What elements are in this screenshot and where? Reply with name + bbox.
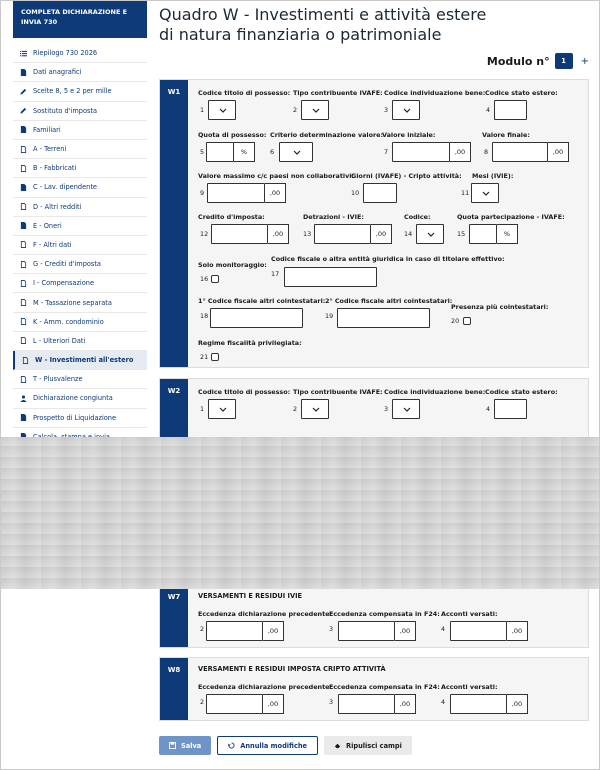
section-tag-w7: W7 bbox=[160, 585, 188, 647]
page-title bbox=[159, 5, 589, 45]
sidebar-item-label: E - Oneri bbox=[33, 221, 62, 230]
sidebar-item[interactable] bbox=[13, 293, 147, 312]
decimal-suffix: ,00 bbox=[263, 621, 284, 641]
field-number: 21 bbox=[200, 353, 209, 361]
label-credito: Credito d'imposta: bbox=[198, 213, 265, 221]
label-tipo-contribuente: Tipo contribuente IVAFE: bbox=[293, 388, 383, 396]
undo-icon bbox=[228, 742, 235, 749]
chevron-down-icon bbox=[219, 407, 227, 413]
sidebar-item[interactable] bbox=[13, 409, 147, 428]
field-number: 12 bbox=[200, 230, 209, 238]
decimal-suffix: ,00 bbox=[395, 621, 416, 641]
field-number: 9 bbox=[200, 189, 205, 197]
label-codice-individuazione: Codice individuazione bene: bbox=[384, 89, 486, 97]
chevron-down-icon bbox=[482, 191, 490, 197]
sidebar-item[interactable] bbox=[13, 332, 147, 351]
sidebar-item[interactable] bbox=[13, 159, 147, 178]
sidebar-item-label: Dati anagrafici bbox=[33, 68, 82, 77]
field-number: 10 bbox=[351, 189, 360, 197]
label-codice-stato: Codice stato estero: bbox=[485, 89, 558, 97]
cf-cointestatario-1-input[interactable] bbox=[210, 308, 303, 328]
sidebar-item[interactable] bbox=[13, 351, 147, 370]
pencil-icon bbox=[19, 87, 27, 95]
label-cf-altra-entita: Codice fiscale o altra entità giuridica in caso di titolare effettivo: bbox=[271, 255, 505, 263]
label-regime-fiscalita: Regime fiscalità privilegiata: bbox=[198, 339, 302, 347]
codice-individuazione-select[interactable] bbox=[392, 100, 420, 120]
sidebar-item-label: I - Compensazione bbox=[33, 279, 95, 288]
field-number: 20 bbox=[451, 317, 460, 325]
section-title-w8: VERSAMENTI E RESIDUI IMPOSTA CRIPTO ATTIVITÀ bbox=[198, 665, 386, 673]
field-number: 3 bbox=[384, 106, 389, 114]
save-button-label: Salva bbox=[181, 741, 202, 750]
compensata-input[interactable] bbox=[338, 621, 395, 641]
label-quota-possesso: Quota di possesso: bbox=[198, 131, 267, 139]
document-icon bbox=[19, 68, 27, 76]
sidebar-item[interactable] bbox=[13, 389, 147, 408]
document-outline-icon bbox=[19, 145, 27, 153]
sidebar-item[interactable] bbox=[13, 217, 147, 236]
decimal-suffix: ,00 bbox=[507, 694, 528, 714]
chevron-down-icon bbox=[403, 407, 411, 413]
quota-partecipazione-input[interactable] bbox=[469, 224, 497, 244]
field-number: 6 bbox=[270, 148, 275, 156]
label-tipo-contribuente: Tipo contribuente IVAFE: bbox=[293, 89, 383, 97]
label-mesi: Mesi (IVIE): bbox=[472, 172, 514, 180]
label-valore-finale: Valore finale: bbox=[482, 131, 530, 139]
document-outline-icon bbox=[19, 299, 27, 307]
codice-select[interactable] bbox=[416, 224, 444, 244]
valore-iniziale-input[interactable] bbox=[392, 142, 450, 162]
criterio-select[interactable] bbox=[279, 142, 313, 162]
redacted-overlay bbox=[1, 437, 600, 589]
eraser-icon bbox=[334, 742, 341, 749]
sidebar-item-label: G - Crediti d'imposta bbox=[33, 260, 101, 269]
sidebar-item[interactable] bbox=[13, 102, 147, 121]
detrazioni-input[interactable] bbox=[314, 224, 371, 244]
sidebar-item[interactable] bbox=[13, 274, 147, 293]
clear-button[interactable] bbox=[324, 736, 412, 755]
acconti-input[interactable] bbox=[450, 621, 507, 641]
sidebar-item-label: Riepilogo 730 2026 bbox=[33, 49, 98, 58]
label-codice-stato: Codice stato estero: bbox=[485, 388, 558, 396]
label-cf-cointestatario-1: 1° Codice fiscale altri cointestatari: bbox=[198, 297, 326, 305]
credito-input[interactable] bbox=[211, 224, 268, 244]
field-number: 16 bbox=[200, 275, 209, 283]
sidebar-item-label: Scelte 8, 5 e 2 per mille bbox=[33, 87, 112, 96]
field-number: 3 bbox=[384, 405, 389, 413]
sidebar-item-label: B - Fabbricati bbox=[33, 164, 77, 173]
sidebar-list bbox=[13, 44, 147, 447]
eccedenza-input[interactable] bbox=[206, 621, 263, 641]
label-eccedenza: Eccedenza dichiarazione precedente: bbox=[198, 683, 333, 691]
document-outline-icon bbox=[19, 375, 27, 383]
document-icon bbox=[19, 222, 27, 230]
decimal-suffix: ,00 bbox=[263, 694, 284, 714]
decimal-suffix: ,00 bbox=[548, 142, 569, 162]
eccedenza-input[interactable] bbox=[206, 694, 263, 714]
section-w8 bbox=[159, 657, 589, 721]
section-w7 bbox=[159, 584, 589, 648]
label-presenza-cointestatari: Presenza più cointestatari: bbox=[451, 303, 549, 311]
field-number: 18 bbox=[200, 312, 209, 320]
label-quota-partecipazione: Quota partecipazione - IVAFE: bbox=[457, 213, 565, 221]
chevron-down-icon bbox=[312, 407, 320, 413]
sidebar-item-label: F - Altri dati bbox=[33, 240, 72, 249]
percent-suffix: % bbox=[234, 142, 255, 162]
section-tag-w8: W8 bbox=[160, 658, 188, 720]
label-codice: Codice: bbox=[404, 213, 431, 221]
field-number: 19 bbox=[325, 312, 334, 320]
undo-button[interactable] bbox=[217, 736, 318, 755]
save-button[interactable] bbox=[159, 736, 211, 755]
clear-button-label: Ripulisci campi bbox=[346, 741, 402, 750]
cf-altra-entita-input[interactable] bbox=[284, 267, 377, 287]
sidebar-item-label: W - Investimenti all'estero bbox=[35, 356, 134, 365]
solo-monitoraggio-checkbox[interactable] bbox=[211, 275, 219, 283]
sidebar-item-label: C - Lav. dipendente bbox=[33, 183, 97, 192]
field-number: 2 bbox=[200, 698, 205, 706]
sidebar-item-label: K - Amm. condominio bbox=[33, 317, 104, 326]
section-w1 bbox=[159, 79, 589, 368]
label-codice-individuazione: Codice individuazione bene: bbox=[384, 388, 486, 396]
sidebar-item-label: Prospetto di Liquidazione bbox=[33, 413, 117, 422]
document-outline-icon bbox=[19, 318, 27, 326]
field-number: 2 bbox=[200, 625, 205, 633]
giorni-input[interactable] bbox=[363, 183, 397, 203]
sidebar-item[interactable] bbox=[13, 82, 147, 101]
field-number: 3 bbox=[329, 625, 334, 633]
field-number: 7 bbox=[384, 148, 389, 156]
sidebar-item[interactable] bbox=[13, 313, 147, 332]
document-outline-icon bbox=[19, 337, 27, 345]
field-number: 4 bbox=[441, 625, 446, 633]
codice-titolo-select[interactable] bbox=[208, 399, 236, 419]
cf-cointestatario-2-input[interactable] bbox=[337, 308, 430, 328]
footer-buttons bbox=[159, 736, 412, 755]
section-title-w7: VERSAMENTI E RESIDUI IVIE bbox=[198, 592, 303, 600]
codice-stato-input[interactable] bbox=[494, 399, 527, 419]
sidebar-item-label: T - Plusvalenze bbox=[33, 375, 83, 384]
field-number: 2 bbox=[293, 106, 298, 114]
field-number: 17 bbox=[271, 270, 280, 278]
label-acconti: Acconti versati: bbox=[441, 610, 498, 618]
tipo-contribuente-select[interactable] bbox=[301, 100, 329, 120]
document-outline-icon bbox=[19, 203, 27, 211]
label-giorni: Giorni (IVAFE) - Cripto attività: bbox=[351, 172, 462, 180]
field-number: 8 bbox=[484, 148, 489, 156]
label-cf-cointestatario-2: 2° Codice fiscale altri cointestatari: bbox=[325, 297, 453, 305]
page-title-line-2: di natura finanziaria o patrimoniale bbox=[159, 25, 442, 44]
codice-individuazione-select[interactable] bbox=[392, 399, 420, 419]
sidebar-item[interactable] bbox=[13, 63, 147, 82]
list-icon bbox=[19, 49, 27, 57]
sidebar-header: COMPLETA DICHIARAZIONE E INVIA 730 bbox=[13, 1, 147, 38]
sidebar-item[interactable] bbox=[13, 121, 147, 140]
document-outline-icon bbox=[19, 164, 27, 172]
modulo-label: Modulo n° bbox=[486, 54, 550, 68]
modulo-number-button[interactable]: 1 bbox=[555, 53, 573, 69]
decimal-suffix: ,00 bbox=[371, 224, 392, 244]
sidebar-item[interactable] bbox=[13, 44, 147, 63]
field-number: 14 bbox=[404, 230, 413, 238]
chevron-down-icon bbox=[312, 108, 320, 114]
sidebar-item-label: L - Ulteriori Dati bbox=[33, 336, 86, 345]
presenza-cointestatari-checkbox[interactable] bbox=[463, 317, 471, 325]
sidebar-item-label: D - Altri redditi bbox=[33, 202, 82, 211]
sidebar bbox=[1, 1, 151, 770]
modulo-selector bbox=[487, 53, 589, 69]
sidebar-item-label: A - Terreni bbox=[33, 145, 67, 154]
quota-possesso-input[interactable] bbox=[206, 142, 234, 162]
floppy-icon bbox=[169, 742, 176, 749]
compensata-input[interactable] bbox=[338, 694, 395, 714]
document-outline-icon bbox=[19, 260, 27, 268]
field-number: 4 bbox=[441, 698, 446, 706]
mesi-select[interactable] bbox=[471, 183, 499, 203]
section-tag-w1: W1 bbox=[160, 80, 188, 367]
chevron-down-icon bbox=[403, 108, 411, 114]
label-compensata: Eccedenza compensata in F24: bbox=[329, 610, 440, 618]
field-number: 13 bbox=[303, 230, 312, 238]
field-number: 11 bbox=[461, 189, 470, 197]
decimal-suffix: ,00 bbox=[268, 224, 289, 244]
label-compensata: Eccedenza compensata in F24: bbox=[329, 683, 440, 691]
redacted-overlay-texture bbox=[1, 437, 600, 589]
field-number: 3 bbox=[329, 698, 334, 706]
acconti-input[interactable] bbox=[450, 694, 507, 714]
chevron-down-icon bbox=[293, 150, 301, 156]
add-modulo-button[interactable]: + bbox=[580, 55, 589, 67]
document-outline-icon bbox=[19, 241, 27, 249]
field-number: 1 bbox=[200, 405, 205, 413]
document-icon bbox=[19, 126, 27, 134]
tipo-contribuente-select[interactable] bbox=[301, 399, 329, 419]
document-icon bbox=[19, 414, 27, 422]
field-number: 1 bbox=[200, 106, 205, 114]
sidebar-item-label: Sostituto d'imposta bbox=[33, 106, 98, 115]
sidebar-item-label: Dichiarazione congiunta bbox=[33, 394, 113, 403]
sidebar-item[interactable] bbox=[13, 236, 147, 255]
decimal-suffix: ,00 bbox=[395, 694, 416, 714]
main-content bbox=[159, 1, 589, 708]
label-valore-massimo: Valore massimo c/c paesi non collaborativi: bbox=[198, 172, 354, 180]
label-codice-titolo: Codice titolo di possesso: bbox=[198, 388, 291, 396]
valore-finale-input[interactable] bbox=[492, 142, 548, 162]
label-solo-monitoraggio: Solo monitoraggio: bbox=[198, 261, 267, 269]
regime-fiscalita-checkbox[interactable] bbox=[211, 353, 219, 361]
sidebar-item[interactable] bbox=[13, 370, 147, 389]
section-tag-w2: W2 bbox=[160, 379, 188, 457]
decimal-suffix: ,00 bbox=[265, 183, 286, 203]
field-number: 5 bbox=[200, 148, 205, 156]
label-valore-iniziale: Valore iniziale: bbox=[382, 131, 436, 139]
sidebar-item[interactable] bbox=[13, 178, 147, 197]
valore-massimo-input[interactable] bbox=[207, 183, 265, 203]
decimal-suffix: ,00 bbox=[507, 621, 528, 641]
pencil-icon bbox=[19, 107, 27, 115]
chevron-down-icon bbox=[427, 232, 435, 238]
label-acconti: Acconti versati: bbox=[441, 683, 498, 691]
field-number: 4 bbox=[486, 106, 491, 114]
chevron-down-icon bbox=[219, 108, 227, 114]
field-number: 15 bbox=[457, 230, 466, 238]
user-icon bbox=[19, 394, 27, 402]
sidebar-item-label: Familiari bbox=[33, 125, 61, 134]
field-number: 2 bbox=[293, 405, 298, 413]
label-detrazioni: Detrazioni - IVIE: bbox=[303, 213, 364, 221]
codice-stato-input[interactable] bbox=[494, 100, 527, 120]
undo-button-label: Annulla modifiche bbox=[240, 741, 308, 750]
label-codice-titolo: Codice titolo di possesso: bbox=[198, 89, 291, 97]
sidebar-item[interactable] bbox=[13, 255, 147, 274]
sidebar-item[interactable] bbox=[13, 198, 147, 217]
document-icon bbox=[19, 183, 27, 191]
label-eccedenza: Eccedenza dichiarazione precedente: bbox=[198, 610, 333, 618]
percent-suffix: % bbox=[497, 224, 518, 244]
sidebar-item[interactable] bbox=[13, 140, 147, 159]
sidebar-item-label: M - Tassazione separata bbox=[33, 298, 112, 307]
codice-titolo-select[interactable] bbox=[208, 100, 236, 120]
label-criterio: Criterio determinazione valore: bbox=[270, 131, 384, 139]
document-outline-icon bbox=[19, 279, 27, 287]
field-number: 4 bbox=[486, 405, 491, 413]
document-outline-icon bbox=[21, 356, 29, 364]
decimal-suffix: ,00 bbox=[450, 142, 471, 162]
page-title-line-1: Quadro W - Investimenti e attività estere bbox=[159, 5, 487, 24]
